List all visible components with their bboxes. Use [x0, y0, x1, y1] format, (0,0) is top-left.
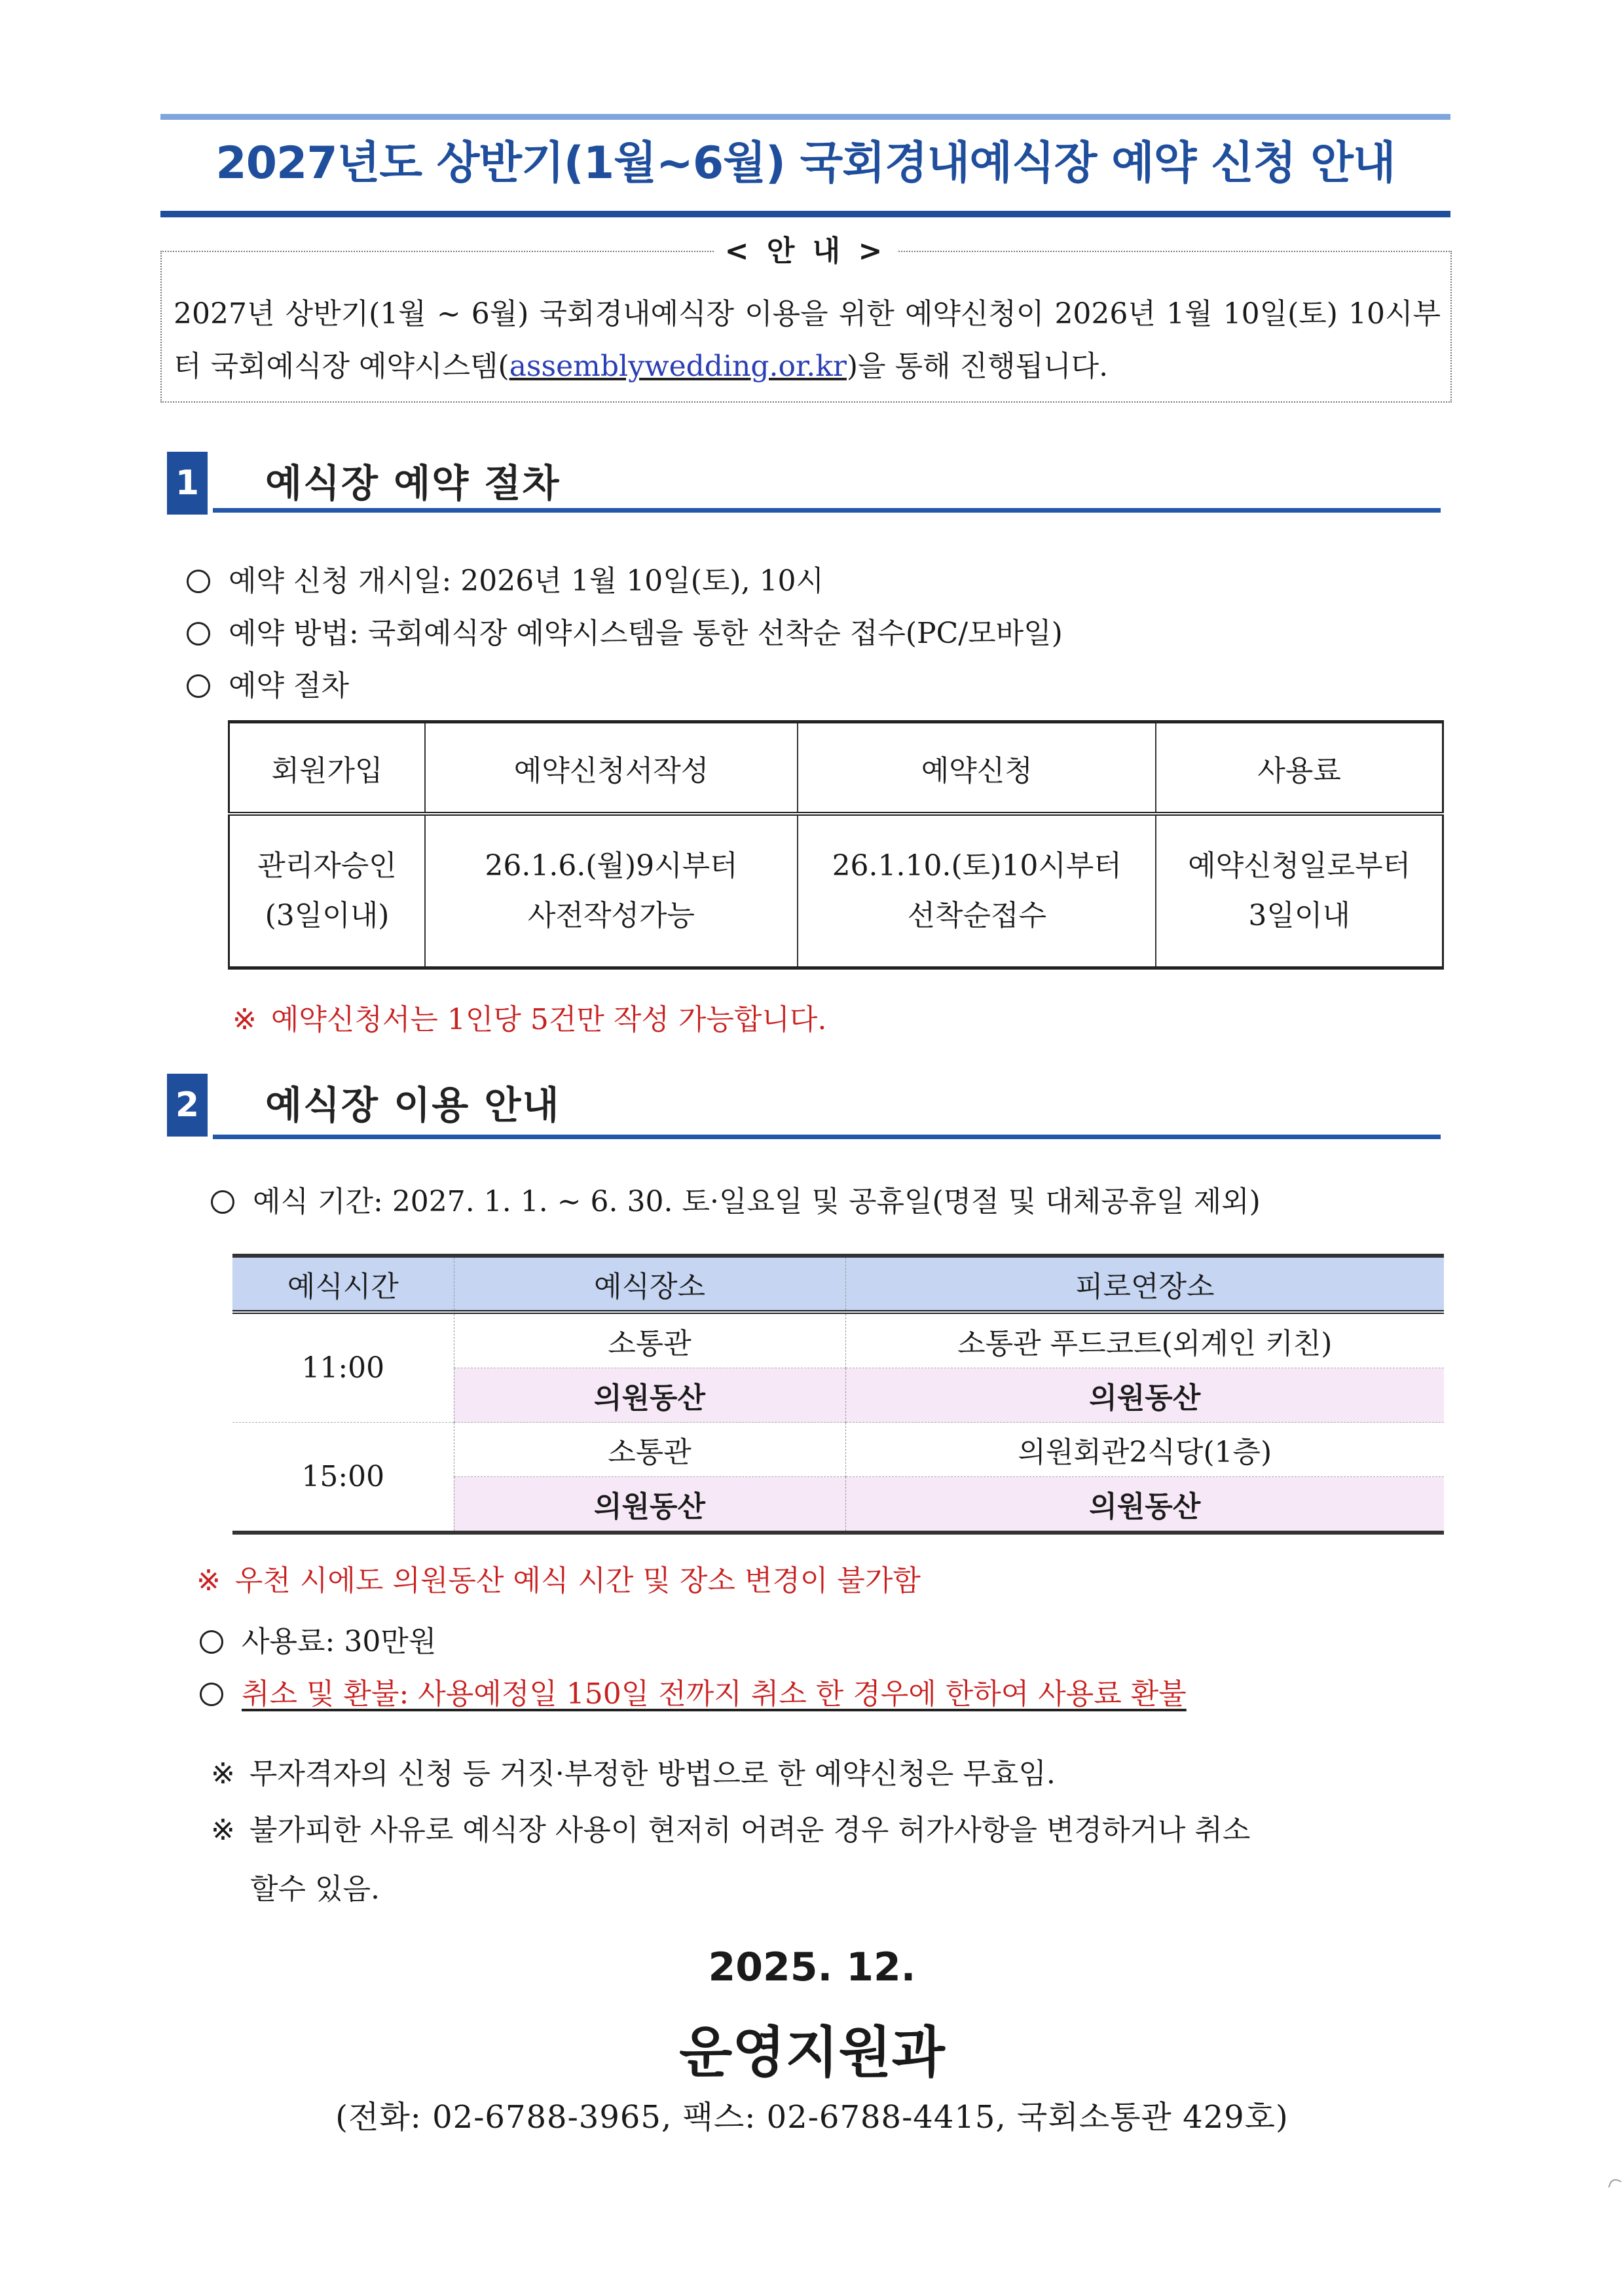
page-title: 2027년도 상반기(1월~6월) 국회경내예식장 예약 신청 안내	[215, 137, 1395, 189]
application-limit-note: ※ 예약신청서는 1인당 5건만 작성 가능합니다.	[232, 1000, 826, 1040]
reception-cell: 소통관 푸드코트(외계인 키친)	[845, 1312, 1444, 1368]
bullet-fee: 사용료: 30만원	[200, 1622, 436, 1662]
section-2-underline	[213, 1135, 1441, 1139]
venue-cell: 의원동산	[454, 1368, 845, 1423]
header-reception-venue: 피로연장소	[845, 1256, 1444, 1312]
section-2-title: 예식장 이용 안내	[265, 1083, 561, 1127]
header-application-form: 예약신청서작성	[425, 722, 798, 814]
time-cell: 11:00	[301, 1351, 385, 1385]
notice-text-after: )을 통해 진행됩니다.	[846, 350, 1109, 383]
venue-table-header	[232, 1256, 1444, 1312]
department-name: 운영지원과	[679, 2020, 945, 2085]
cell-fee: 예약신청일로부터 3일이내	[1156, 814, 1443, 968]
title-bottom-rule	[160, 211, 1450, 217]
reference-mark-icon: ※	[211, 1757, 235, 1791]
circle-bullet-icon	[187, 674, 210, 698]
circle-bullet-icon	[187, 622, 210, 646]
section-1-badge: 1	[167, 452, 208, 515]
section-2-badge: 2	[167, 1074, 208, 1137]
issue-date: 2025. 12.	[708, 1944, 916, 1990]
reservation-site-link[interactable]: assemblywedding.or.kr	[509, 350, 847, 383]
venue-cell: 소통관	[454, 1312, 845, 1368]
invalid-application-note: ※ 무자격자의 신청 등 거짓·부정한 방법으로 한 예약신청은 무효임.	[211, 1755, 1056, 1794]
circle-bullet-icon	[211, 1190, 234, 1214]
reference-mark-icon: ※	[232, 1003, 257, 1036]
procedure-table-row	[229, 814, 1443, 968]
bullet-reservation-procedure: 예약 절차	[187, 666, 349, 706]
header-wedding-venue: 예식장소	[454, 1256, 845, 1312]
venue-table	[232, 1254, 1444, 1535]
venue-table-row	[232, 1312, 1444, 1368]
bullet-reservation-start: 예약 신청 개시일: 2026년 1월 10일(토), 10시	[187, 562, 824, 601]
venue-cell: 의원동산	[454, 1477, 845, 1533]
scan-artifact	[1608, 2178, 1622, 2191]
reception-cell: 의원동산	[845, 1368, 1444, 1423]
header-fee: 사용료	[1156, 722, 1443, 814]
bullet-reservation-method: 예약 방법: 국회예식장 예약시스템을 통한 선착순 접수(PC/모바일)	[187, 614, 1063, 653]
circle-bullet-icon	[200, 1683, 223, 1706]
procedure-table-header	[229, 722, 1443, 814]
reference-mark-icon: ※	[196, 1564, 221, 1597]
header-wedding-time: 예식시간	[232, 1256, 454, 1312]
time-cell: 15:00	[232, 1423, 454, 1533]
bullet-wedding-period: 예식 기간: 2027. 1. 1. ~ 6. 30. 토·일요일 및 공휴일(명절 및 대체공휴일 제외)	[211, 1182, 1261, 1222]
venue-cell: 소통관	[454, 1423, 845, 1477]
circle-bullet-icon	[187, 570, 210, 593]
notice-text	[174, 288, 1441, 393]
cell-signup: 관리자승인 (3일이내)	[257, 849, 397, 932]
header-signup: 회원가입	[229, 722, 425, 814]
venue-table-row	[232, 1423, 1444, 1477]
title-top-rule	[160, 114, 1450, 120]
notice-text-before: 2027년 상반기(1월 ∼ 6월) 국회경내예식장 이용을 위한 예약신청이 2026년 1월 10일(토) 10시부터 국회예식장 예약시스템(	[174, 297, 1441, 383]
reception-cell: 의원동산	[845, 1477, 1444, 1533]
cell-application: 26.1.10.(토)10시부터 선착순접수	[798, 814, 1156, 968]
section-1-title: 예식장 예약 절차	[265, 461, 561, 505]
contact-info: (전화: 02-6788-3965, 팩스: 02-6788-4415, 국회소통관 429호)	[335, 2099, 1289, 2136]
bullet-refund: 취소 및 환불: 사용예정일 150일 전까지 취소 한 경우에 한하여 사용료 환불	[200, 1675, 1187, 1714]
permit-change-note: ※ 불가피한 사유로 예식장 사용이 현저히 어려운 경우 허가사항을 변경하거나 취소	[211, 1811, 1250, 1850]
reception-cell: 의원회관2식당(1층)	[845, 1423, 1444, 1477]
permit-change-note-continued: 할수 있음.	[250, 1872, 380, 1906]
notice-heading: < 안 내 >	[714, 230, 897, 272]
cell-application-form: 26.1.6.(월)9시부터 사전작성가능	[425, 814, 798, 968]
rain-note: ※ 우천 시에도 의원동산 예식 시간 및 장소 변경이 불가함	[196, 1561, 921, 1601]
header-application: 예약신청	[798, 722, 1156, 814]
circle-bullet-icon	[200, 1630, 223, 1654]
procedure-table	[228, 720, 1444, 970]
reference-mark-icon: ※	[211, 1813, 235, 1847]
section-1-underline	[213, 508, 1441, 513]
